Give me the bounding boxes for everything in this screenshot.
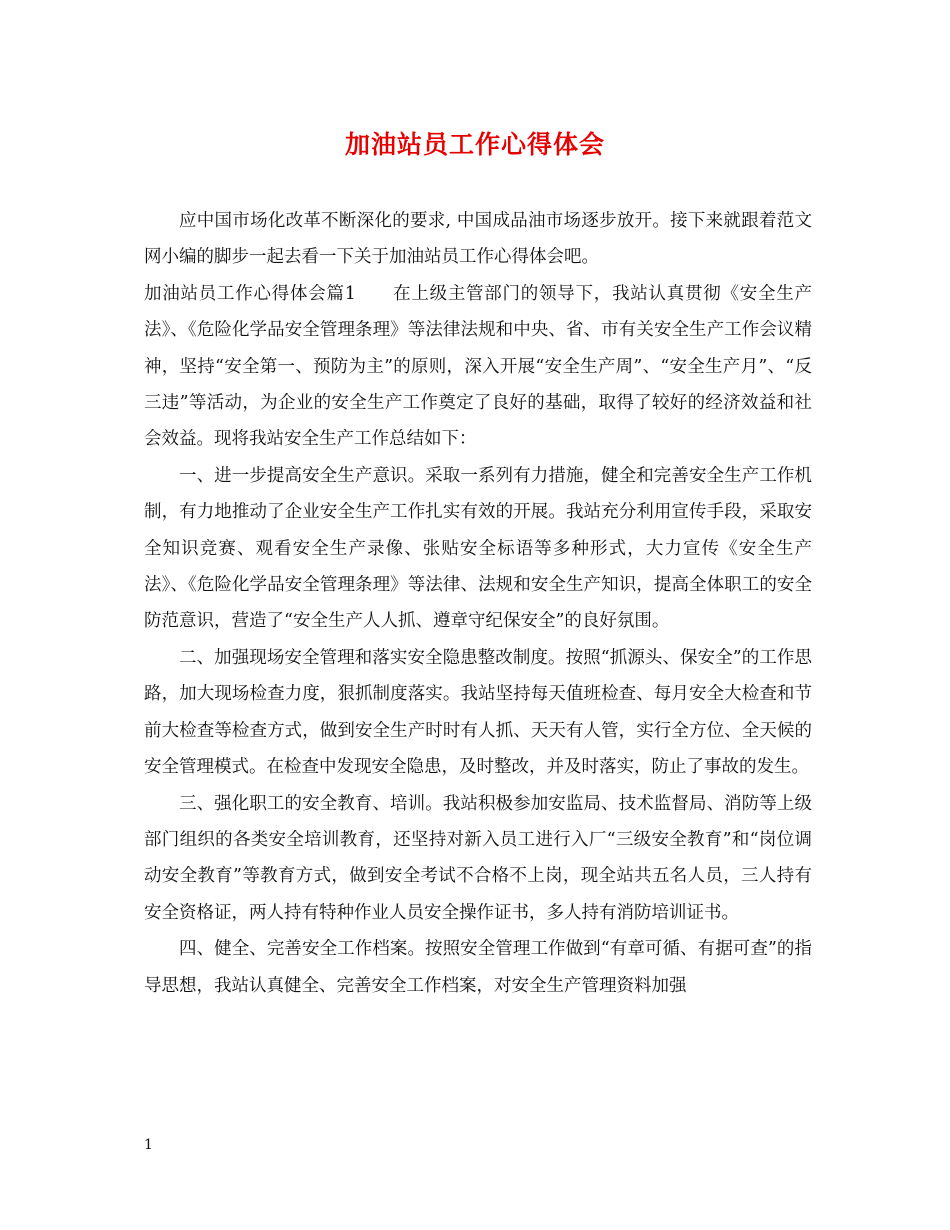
document-title: 加油站员工作心得体会 bbox=[344, 130, 605, 159]
paragraph-section-2: 二、加强现场安全管理和落实安全隐患整改制度。按照“抓源头、保安全”的工作思路，加大现场检查力度，狠抓制度落实。我站坚持每天值班检查、每月安全大检查和节前大检查等检查方式，做到安全生产时时有人抓、天天有人管，实行全方位、全天候的安全管理模式。在检查中发现安全隐患，及时整改，并及时落实，防止了事故的发生。 bbox=[144, 647, 812, 778]
paragraph-part-1-opening: 加油站员工作心得体会篇1 在上级主管部门的领导下，我站认真贯彻《安全生产法》、《危险化学品安全管理条理》等法律法规和中央、省、市有关安全生产工作会议精神，坚持“安全第一、预防为主”的原则，深入开展“安全生产周”、“安全生产月”、“反三违”等活动，为企业的安全生产工作奠定了良好的基础，取得了较好的经济效益和社会效益。现将我站安全生产工作总结如下： bbox=[144, 283, 812, 450]
document-body bbox=[144, 203, 812, 1004]
paragraph-section-3: 三、强化职工的安全教育、培训。我站积极参加安监局、技术监督局、消防等上级部门组织的各类安全培训教育，还坚持对新入员工进行入厂“三级安全教育”和“岗位调动安全教育”等教育方式，做到安全考试不合格不上岗，现全站共五名人员，三人持有安全资格证，两人持有特种作业人员安全操作证书，多人持有消防培训证书。 bbox=[144, 793, 812, 923]
paragraph-section-4: 四、健全、完善安全工作档案。按照安全管理工作做到“有章可循、有据可查”的指导思想，我站认真健全、完善安全工作档案，对安全生产管理资料加强 bbox=[144, 939, 812, 996]
page-number: 1 bbox=[144, 1137, 153, 1153]
paragraph-intro: 应中国市场化改革不断深化的要求, 中国成品油市场逐步放开。接下来就跟着范文网小编的脚步一起去看一下关于加油站员工作心得体会吧。 bbox=[144, 211, 812, 268]
paragraph-section-1: 一、进一步提高安全生产意识。采取一系列有力措施，健全和完善安全生产工作机制，有力地推动了企业安全生产工作扎实有效的开展。我站充分利用宣传手段，采取安全知识竞赛、观看安全生产录像、张贴安全标语等多种形式，大力宣传《安全生产法》、《危险化学品安全管理条理》等法律、法规和安全生产知识，提高全体职工的安全防范意识，营造了“安全生产人人抓、遵章守纪保安全”的良好氛围。 bbox=[144, 465, 812, 632]
